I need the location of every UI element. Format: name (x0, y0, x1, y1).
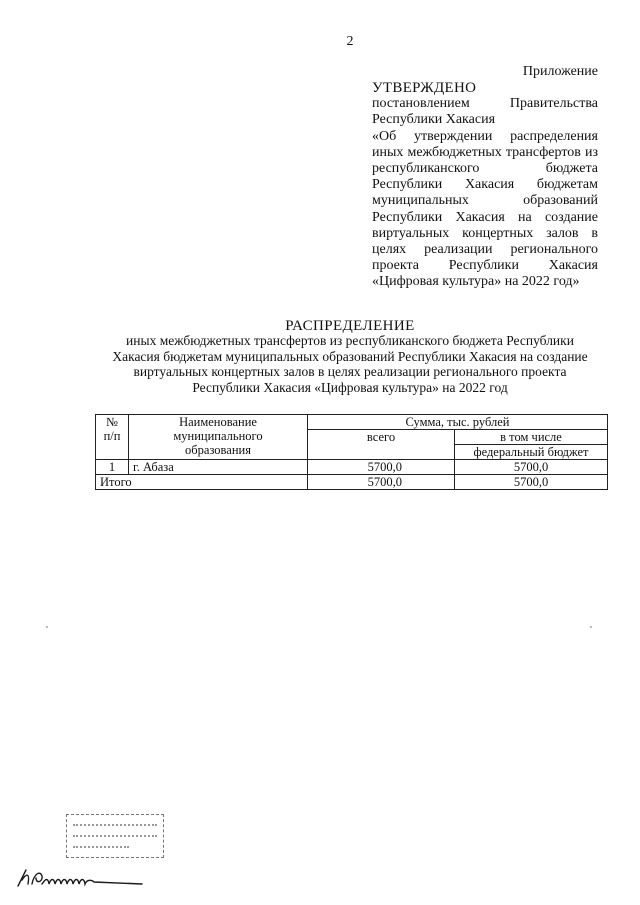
distribution-table (95, 414, 608, 490)
summary-federal: 5700,0 (455, 475, 608, 490)
approval-title: УТВЕРЖДЕНО (372, 80, 477, 96)
approval-line: Республики Хакасия бюджетам (372, 177, 598, 193)
row-name: г. Абаза (129, 460, 308, 475)
header-total: всего (308, 430, 455, 460)
margin-mark (590, 626, 592, 628)
document-subtitle (95, 333, 605, 395)
approval-line: «Цифровая культура» на 2022 год» (372, 274, 580, 290)
approval-line: проекта Республики Хакасия (372, 258, 598, 274)
approval-line: целях реализации регионального (372, 242, 598, 258)
row-total: 5700,0 (308, 460, 455, 475)
header-number-line: п/п (103, 429, 121, 443)
annex-label: Приложение (522, 64, 598, 79)
subtitle-line: виртуальных концертных залов в целях реализации регионального проекта (133, 364, 567, 379)
header-name-line: Наименование (179, 415, 257, 429)
handwritten-signature (14, 866, 154, 892)
header-name-line: муниципального (173, 429, 263, 443)
subtitle-line: иных межбюджетных трансфертов из республиканского бюджета Республики (126, 333, 574, 348)
row-number: 1 (96, 460, 129, 475)
page-number: 2 (346, 34, 354, 49)
approval-line: постановлением Правительства (372, 96, 598, 112)
approval-line: Республики Хакасия (372, 112, 496, 128)
registration-stamp (66, 814, 164, 858)
row-federal: 5700,0 (455, 460, 608, 475)
header-number (96, 415, 129, 460)
approval-line: Республики Хакасия на создание (372, 209, 598, 225)
approval-line: муниципальных образований (372, 193, 598, 209)
summary-total: 5700,0 (308, 475, 455, 490)
summary-label: Итого (96, 475, 308, 490)
header-number-line: № (106, 415, 118, 429)
header-sum: Сумма, тыс. рублей (308, 415, 608, 430)
approval-block (372, 80, 598, 291)
approval-line: «Об утверждении распределения (372, 128, 598, 144)
approval-line: иных межбюджетных трансфертов из (372, 144, 598, 160)
subtitle-line: Хакасия бюджетам муниципальных образований Республики Хакасия на создание (112, 348, 588, 364)
summary-row (96, 475, 608, 490)
approval-line: республиканского бюджета (372, 161, 598, 177)
subtitle-line: Республики Хакасия «Цифровая культура» на 2022 год (192, 379, 508, 395)
margin-mark (46, 626, 48, 628)
table-row (96, 460, 608, 475)
document-title: РАСПРЕДЕЛЕНИЕ (285, 318, 415, 334)
header-name (129, 415, 308, 460)
approval-line: виртуальных концертных залов в (372, 225, 598, 241)
header-name-line: образования (185, 443, 251, 457)
header-including: в том числе (455, 430, 608, 445)
header-federal: федеральный бюджет (455, 445, 608, 460)
